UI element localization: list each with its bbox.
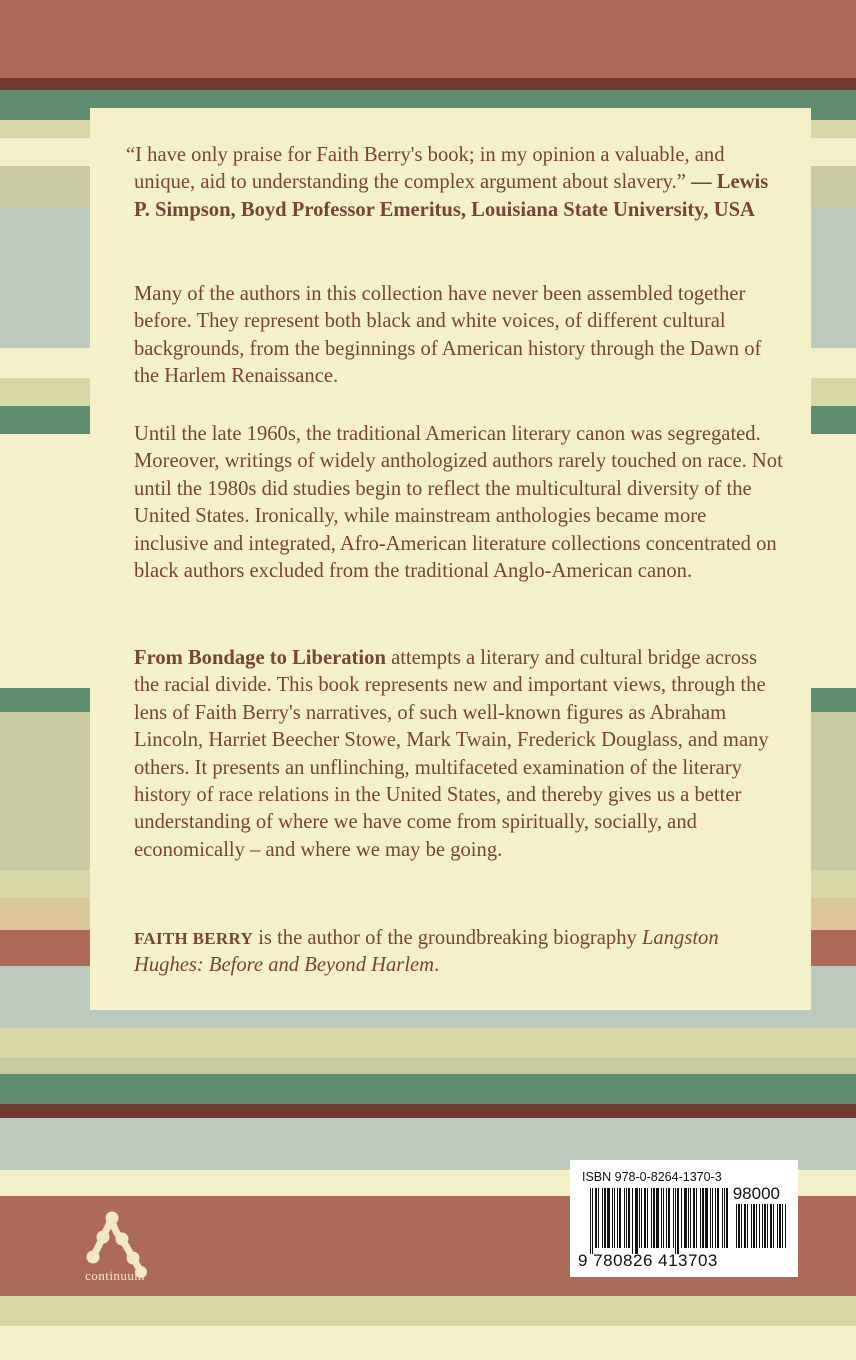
barcode-bar	[647, 1188, 648, 1248]
barcode-bar	[762, 1204, 763, 1248]
book-description: attempts a literary and cultural bridge across the racial divide. This book represents new and important views, through the lens of Faith Berry's narratives, of such well-known figures as Abraham Lincoln, Harriet Beecher Stowe, Mark Twain, Frederick Douglass, and many others. It presents an unflinching, multifaceted examination of the literary history of race relations in the United States, and thereby gives us a better understanding of where we have come from spiritually, socially, and economically – and where we may be going.	[134, 647, 769, 861]
barcode-bar	[722, 1188, 723, 1248]
author-bio	[134, 925, 784, 980]
barcode-bar	[777, 1204, 778, 1248]
barcode-bar	[617, 1188, 618, 1248]
barcode-bar	[696, 1188, 697, 1248]
stripe-terracotta-top	[0, 0, 856, 78]
barcode-bar	[598, 1188, 599, 1248]
barcode-bar	[661, 1188, 662, 1248]
barcode-bar	[715, 1188, 716, 1248]
barcode-bar	[644, 1188, 646, 1248]
barcode-bar	[635, 1188, 638, 1254]
quote-text: “I have only praise for Faith Berry's book; in my opinion a valuable, and unique, aid to understanding the complex argument about slavery.”	[126, 144, 725, 194]
price-addon-barcode	[736, 1204, 790, 1254]
barcode-bar	[712, 1188, 713, 1248]
barcode-bar	[710, 1188, 711, 1248]
author-bio-period: .	[434, 954, 440, 977]
barcode-bar	[759, 1204, 760, 1248]
barcode-bar	[607, 1188, 610, 1248]
barcode-bar	[688, 1188, 689, 1248]
barcode-bar	[675, 1188, 676, 1254]
author-bio-text: is the author of the groundbreaking biography	[258, 927, 637, 949]
barcode-bar	[747, 1204, 748, 1248]
quote-attribution: — Lewis P. Simpson, Boyd Professor Emeritus, Louisiana State University, USA	[134, 171, 769, 221]
barcode-bar	[604, 1188, 606, 1248]
blurb-panel	[90, 108, 811, 1010]
barcode-bar	[592, 1188, 593, 1254]
barcode-bar	[744, 1204, 746, 1248]
barcode-bar	[681, 1188, 682, 1248]
ean-digits: 9 780826 413703	[578, 1251, 718, 1270]
stripe-dark-brown-top	[0, 78, 856, 90]
price-code: 98000	[732, 1184, 780, 1203]
barcode-bar	[782, 1204, 783, 1248]
barcode-bar	[773, 1204, 774, 1248]
barcode-bar	[673, 1188, 674, 1248]
barcode-bar	[751, 1204, 752, 1248]
barcode-bar	[612, 1188, 613, 1248]
barcode-bar	[770, 1204, 772, 1248]
barcode-bar	[736, 1204, 737, 1248]
barcode-bar	[756, 1204, 757, 1248]
isbn-label: ISBN 978-0-8264-1370-3	[582, 1170, 722, 1184]
barcode-bar	[614, 1188, 615, 1248]
barcode-bar	[785, 1204, 786, 1248]
barcode-bar	[624, 1188, 625, 1248]
barcode-bar	[656, 1188, 659, 1248]
barcode-bar	[651, 1188, 652, 1248]
barcode-bar	[663, 1188, 664, 1248]
paragraph-book-description	[134, 645, 784, 864]
ean-barcode	[590, 1188, 732, 1254]
barcode-bar	[724, 1188, 725, 1248]
barcode-bar	[666, 1188, 667, 1248]
author-name: FAITH BERRY	[134, 929, 254, 948]
barcode-bar	[738, 1204, 740, 1248]
paragraph-collection: Many of the authors in this collection have never been assembled together before. They represent both black and white voices, of different cultural backgrounds, from the beginnings of American history through the Dawn of the Harlem Renaissance.	[134, 283, 762, 388]
barcode-box	[570, 1160, 798, 1277]
barcode-bar	[717, 1188, 719, 1248]
barcode-bar	[677, 1188, 679, 1254]
barcode-bar	[767, 1204, 768, 1248]
stripe-sage-3	[0, 1058, 856, 1074]
stripe-cream-5	[0, 1326, 856, 1360]
barcode-bar	[702, 1188, 704, 1248]
barcode-bar	[684, 1188, 687, 1248]
barcode-bar	[590, 1188, 591, 1254]
paragraph-canon: Until the late 1960s, the traditional American literary canon was segregated. Moreover, writings of widely anthologized authors rarely touched on race. Not until the 1980s did studies begin to reflect the multicultural diversity of the United States. Ironically, while mainstream anthologies became more inclusive and integrated, Afro-American literature collections concentrated on black authors excluded from the traditional Anglo-American canon.	[134, 423, 783, 583]
stripe-green-4	[0, 1074, 856, 1104]
barcode-bar	[764, 1204, 766, 1248]
barcode-bar	[779, 1204, 781, 1248]
barcode-bar	[700, 1188, 701, 1248]
barcode-bar	[619, 1188, 621, 1248]
stripe-olive-4	[0, 1028, 856, 1058]
barcode-bar	[741, 1204, 742, 1248]
barcode-bar	[626, 1188, 627, 1248]
barcode-bar	[639, 1188, 640, 1248]
publisher-name: continuum	[84, 1268, 146, 1283]
review-quote	[126, 142, 784, 224]
barcode-bar	[653, 1188, 655, 1248]
barcode-bar	[628, 1188, 630, 1248]
barcode-bar	[693, 1188, 695, 1248]
author-book-title: Langston Hughes: Before and Beyond Harlem	[134, 927, 719, 977]
barcode-bar	[705, 1188, 708, 1248]
barcode-bar	[690, 1188, 691, 1248]
book-title: From Bondage to Liberation	[134, 647, 386, 669]
barcode-bar	[726, 1188, 728, 1248]
barcode-bar	[632, 1188, 633, 1254]
stripe-dark-brown-2	[0, 1104, 856, 1118]
barcode-bar	[753, 1204, 755, 1248]
barcode-bar	[668, 1188, 670, 1248]
barcode-bar	[595, 1188, 597, 1248]
barcode-bar	[602, 1188, 603, 1248]
barcode-bar	[641, 1188, 642, 1248]
stripe-olive-5	[0, 1296, 856, 1326]
